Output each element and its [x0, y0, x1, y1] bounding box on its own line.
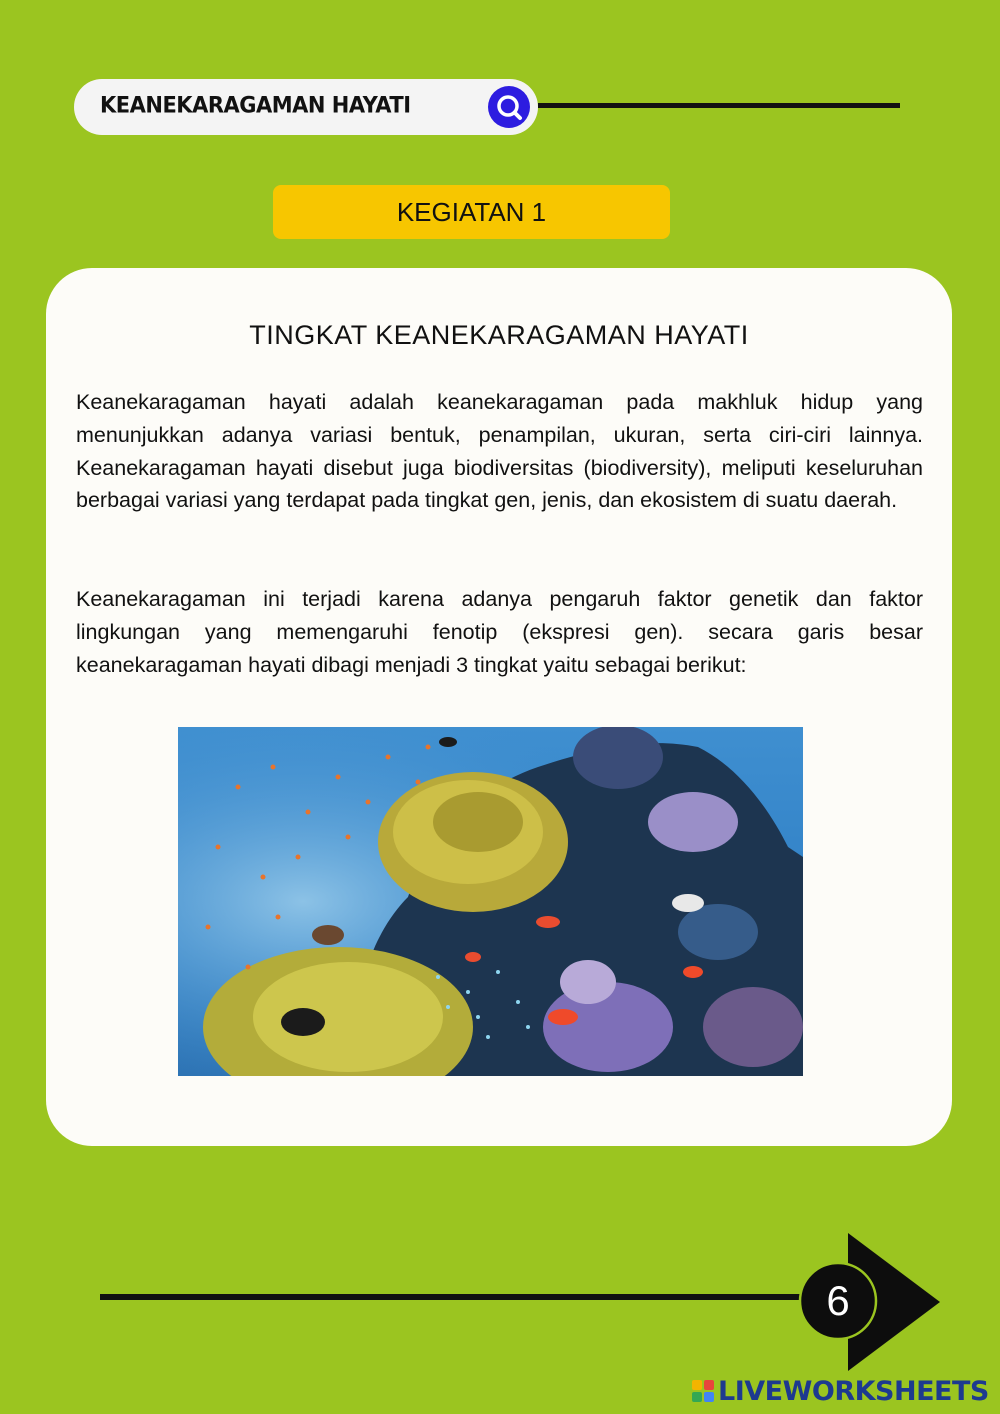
header-title: KEANEKARAGAMAN HAYATI: [100, 92, 411, 118]
liveworksheets-logo-icon: [692, 1380, 714, 1402]
paragraph-1: Keanekaragaman hayati adalah keanekaragaman pada makhluk hidup yang menunjukkan adanya variasi bentuk, penampilan, ukuran, serta ciri-ciri lainnya. Keanekaragaman hayati disebut juga biodiversitas (biodiversity), meliputi keseluruhan berbagai variasi yang terdapat pada tingkat gen, jenis, dan ekosistem di suatu daerah.: [76, 390, 923, 513]
watermark-text: LIVEWORKSHEETS: [718, 1375, 989, 1407]
content-card: [46, 268, 952, 1146]
search-icon[interactable]: [488, 86, 530, 128]
activity-label: KEGIATAN 1: [273, 185, 670, 239]
coral-reef-photo: [178, 727, 803, 1076]
header-pill: [74, 79, 538, 135]
header-divider: [538, 103, 900, 108]
paragraph-2: Keanekaragaman ini terjadi karena adanya pengaruh faktor genetik dan faktor lingkungan yang memengaruhi fenotip (ekspresi gen). secara garis besar keanekaragaman hayati dibagi menjadi 3 tingkat yaitu sebagai berikut:: [76, 587, 923, 677]
page-number: 6: [826, 1277, 850, 1324]
footer-divider: [100, 1294, 840, 1300]
liveworksheets-watermark: [692, 1374, 989, 1408]
section-title: TINGKAT KEANEKARAGAMAN HAYATI: [249, 320, 749, 350]
